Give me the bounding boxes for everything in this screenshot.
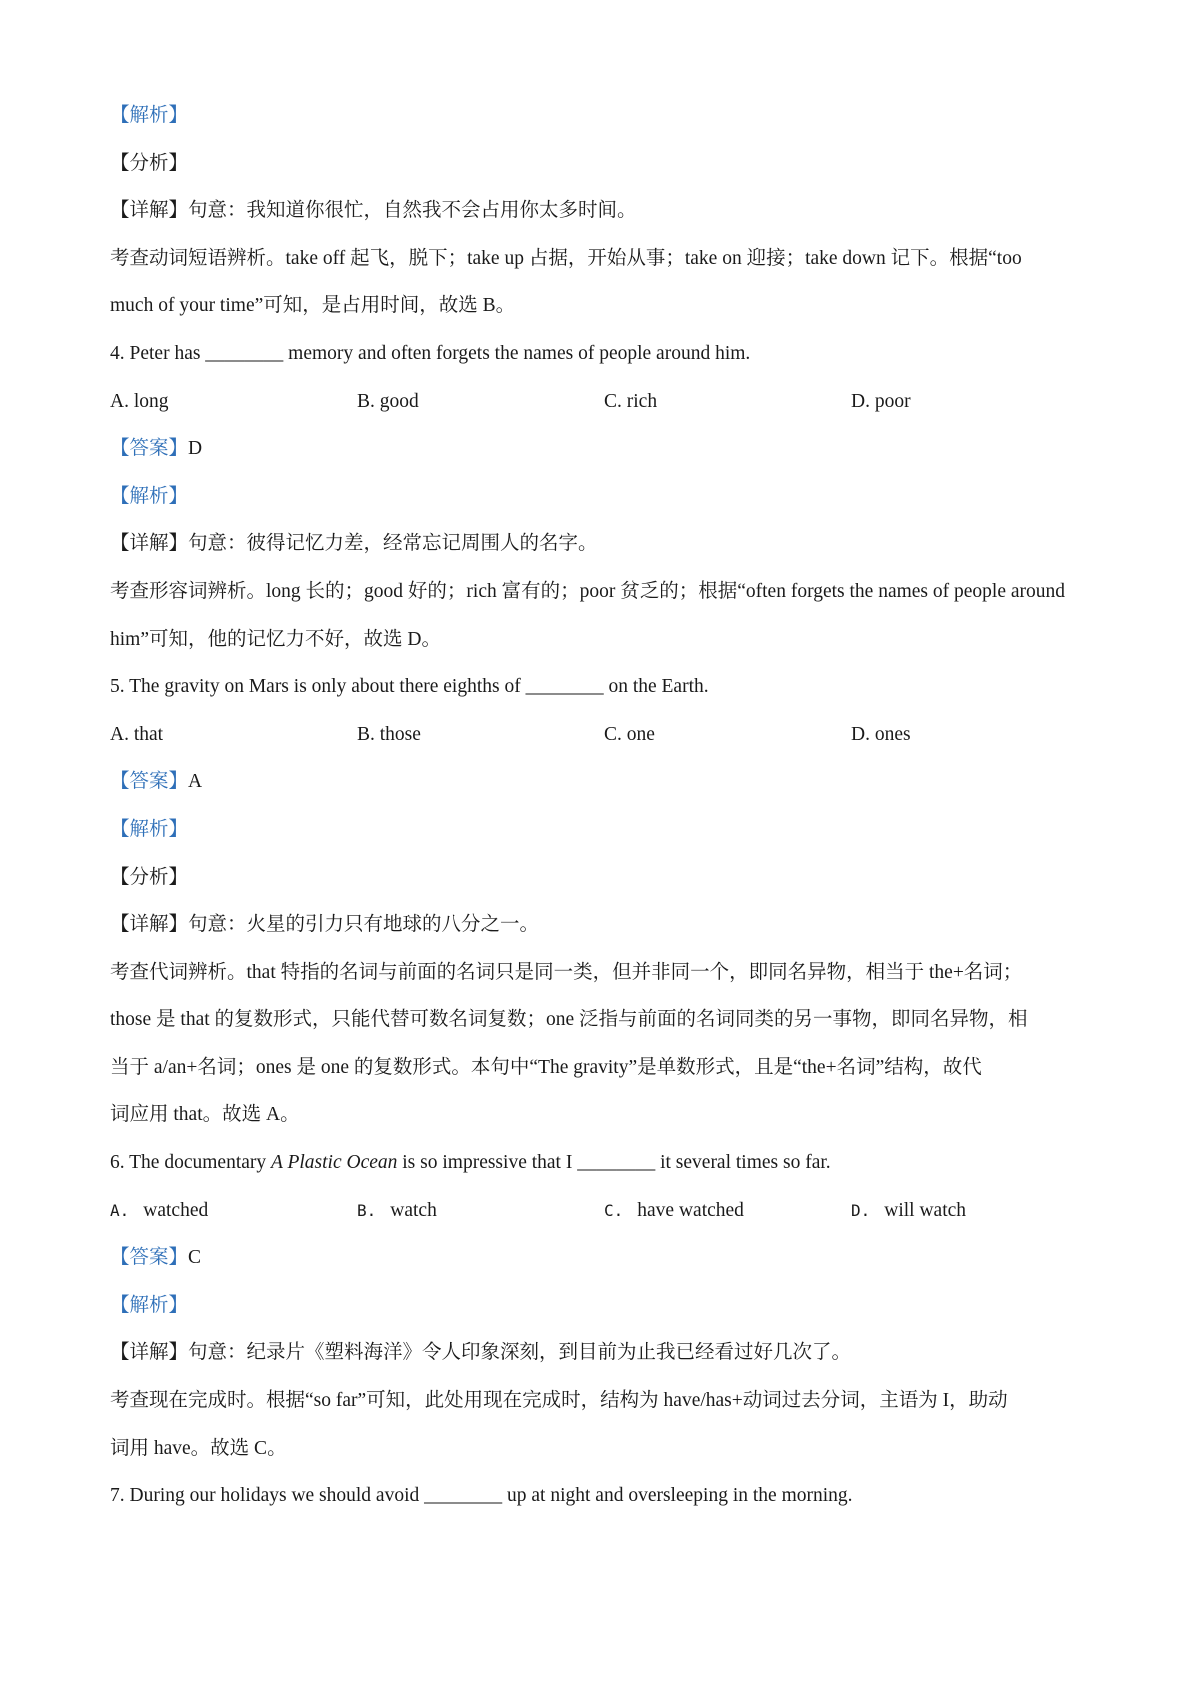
option-c xyxy=(604,1187,851,1235)
answer-line xyxy=(110,1234,1100,1282)
question-7: 7. During our holidays we should avoid ________ up at night and oversleeping in the morning. xyxy=(110,1485,853,1507)
option-a xyxy=(110,1187,357,1235)
option-letter: D. xyxy=(851,1200,871,1220)
explanation-line: 【详解】句意：火星的引力只有地球的八分之一。 xyxy=(110,914,540,936)
explanation-line: 考查动词短语辨析。take off 起飞，脱下；take up 占据，开始从事；take on 迎接；take down 记下。根据“too xyxy=(110,247,1022,269)
document-page xyxy=(110,92,1100,1520)
explanation-line: much of your time”可知，是占用时间，故选 B。 xyxy=(110,295,516,317)
option-letter: C. xyxy=(604,1200,624,1220)
analysis-subheading: 【分析】 xyxy=(110,866,189,888)
documentary-title: A Plastic Ocean xyxy=(271,1152,398,1174)
explanation-line: him”可知，他的记忆力不好，故选 D。 xyxy=(110,628,441,650)
option-text: watched xyxy=(143,1199,209,1221)
answer-value: A xyxy=(188,771,203,793)
option-b: B. good xyxy=(357,390,419,412)
question-4: 4. Peter has ________ memory and often forgets the names of people around him. xyxy=(110,342,751,364)
option-text: watch xyxy=(390,1199,437,1221)
analysis-heading: 【解析】 xyxy=(110,1294,189,1316)
explanation-line: 考查代词辨析。that 特指的名词与前面的名词只是同一类，但并非同一个，即同名异物，相当于 the+名词； xyxy=(110,961,1023,983)
analysis-heading: 【解析】 xyxy=(110,818,189,840)
option-d: D. ones xyxy=(851,723,911,745)
analysis-heading: 【解析】 xyxy=(110,105,189,126)
explanation-line: 【详解】句意：纪录片《塑料海洋》令人印象深刻，到目前为止我已经看过好几次了。 xyxy=(110,1342,852,1364)
option-letter: A. xyxy=(110,1200,130,1220)
option-c: C. one xyxy=(604,723,655,745)
answer-line xyxy=(110,425,1100,473)
option-text: will watch xyxy=(884,1199,967,1221)
explanation-line: 词用 have。故选 C。 xyxy=(110,1437,287,1459)
question-6-prefix: 6. The documentary xyxy=(110,1152,272,1174)
answer-value: C xyxy=(188,1247,202,1269)
option-a: A. long xyxy=(110,390,169,412)
answer-tag: 【答案】 xyxy=(110,771,189,793)
question-5: 5. The gravity on Mars is only about there eighths of ________ on the Earth. xyxy=(110,676,709,698)
answer-tag: 【答案】 xyxy=(110,1247,189,1269)
analysis-heading: 【解析】 xyxy=(110,485,189,507)
option-a: A. that xyxy=(110,723,164,745)
explanation-line: 【详解】句意：彼得记忆力差，经常忘记周围人的名字。 xyxy=(110,533,598,555)
explanation-line: 【详解】句意：我知道你很忙，自然我不会占用你太多时间。 xyxy=(110,200,637,222)
option-text: have watched xyxy=(637,1199,744,1221)
option-b xyxy=(357,1187,604,1235)
option-b: B. those xyxy=(357,723,421,745)
option-c: C. rich xyxy=(604,390,658,412)
answer-line xyxy=(110,758,1100,806)
option-letter: B. xyxy=(357,1200,377,1220)
explanation-line: 考查现在完成时。根据“so far”可知，此处用现在完成时，结构为 have/has+动词过去分词，主语为 I，助动 xyxy=(110,1390,1008,1412)
question-6-options xyxy=(110,1187,1100,1235)
question-4-options xyxy=(110,378,1100,426)
explanation-line: 当于 a/an+名词；ones 是 one 的复数形式。本句中“The gravity”是单数形式，且是“the+名词”结构，故代 xyxy=(110,1056,982,1078)
question-6-suffix: is so impressive that I ________ it several times so far. xyxy=(397,1152,831,1174)
answer-value: D xyxy=(188,438,203,460)
explanation-line: 考查形容词辨析。long 长的；good 好的；rich 富有的；poor 贫乏的；根据“often forgets the names of people around xyxy=(110,580,1066,602)
answer-tag: 【答案】 xyxy=(110,438,189,460)
explanation-line: those 是 that 的复数形式，只能代替可数名词复数；one 泛指与前面的名词同类的另一事物，即同名异物，相 xyxy=(110,1009,1028,1031)
question-6 xyxy=(110,1139,1100,1187)
analysis-subheading: 【分析】 xyxy=(110,152,189,174)
option-d xyxy=(851,1187,1098,1235)
explanation-line: 词应用 that。故选 A。 xyxy=(110,1104,300,1126)
option-d: D. poor xyxy=(851,390,911,412)
question-5-options xyxy=(110,711,1100,759)
